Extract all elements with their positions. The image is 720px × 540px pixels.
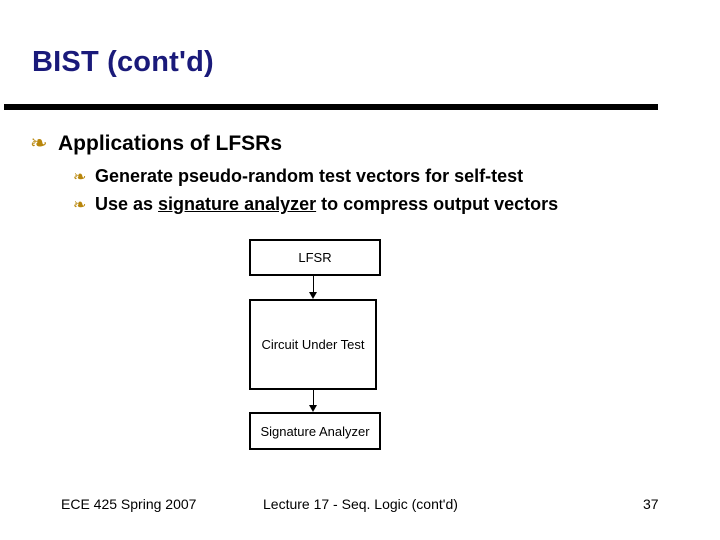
bullet-level2-text-before: Use as [95,194,159,214]
lfsr-box: LFSR [249,239,381,276]
arrow-head-icon [309,292,317,299]
footer-course: ECE 425 Spring 2007 [61,496,197,512]
title-rule [4,104,658,110]
slide-title: BIST (cont'd) [32,46,214,78]
arrow-shaft [313,276,314,293]
fancy-bullet-icon: ❧ [30,131,48,155]
arrow-head-icon [309,405,317,412]
bullet-level2-text: Generate pseudo-random test vectors for self-test [95,166,524,186]
arrow-shaft [313,390,314,406]
footer-page-number: 37 [643,496,659,512]
circuit-under-test-box: Circuit Under Test [249,299,377,390]
signature-analyzer-box: Signature Analyzer [249,412,381,450]
bullet-level2-generate [73,166,523,187]
bullet-level1 [30,131,282,156]
bullet-level2-signature [73,194,558,215]
bullet-level2-underlined-term: signature analyzer [158,194,317,214]
footer-lecture: Lecture 17 - Seq. Logic (cont'd) [263,496,458,512]
fancy-bullet-icon: ❧ [73,167,87,186]
fancy-bullet-icon: ❧ [73,195,87,214]
bullet-level2-text-after: to compress output vectors [316,194,559,214]
bullet-level1-text: Applications of LFSRs [58,132,283,155]
